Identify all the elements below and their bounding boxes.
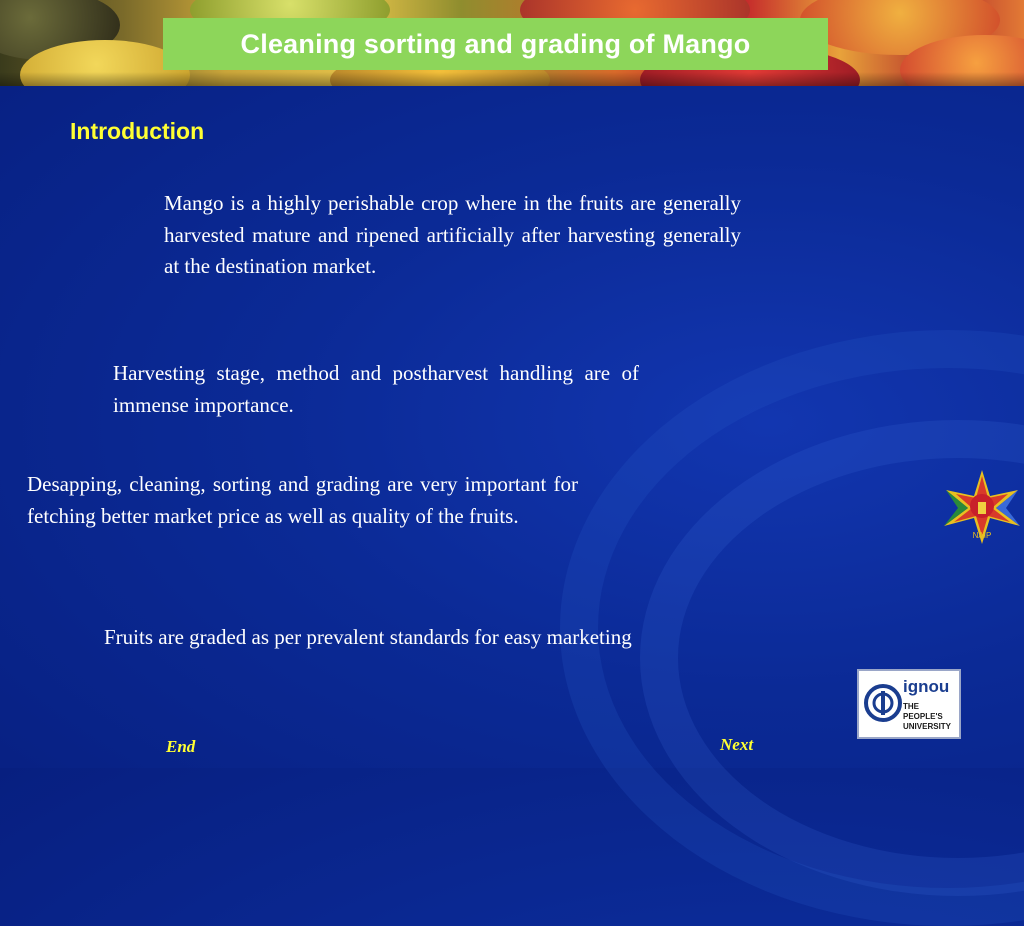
slide-title-box xyxy=(163,18,828,70)
slide-title: Cleaning sorting and grading of Mango xyxy=(240,28,751,59)
banner-shadow xyxy=(0,72,1024,86)
naip-star-logo-icon xyxy=(940,466,1024,546)
ignou-name: ignou xyxy=(903,677,950,696)
intro-paragraph-4: Fruits are graded as per prevalent standards for easy marketing xyxy=(104,625,632,649)
naip-logo-icon xyxy=(940,466,1024,546)
section-heading: Introduction xyxy=(70,118,205,144)
naip-label: NAIP xyxy=(972,531,992,540)
ignou-tagline: THE PEOPLE'S UNIVERSITY xyxy=(903,702,952,731)
end-button[interactable]: End xyxy=(166,737,196,756)
intro-paragraph-3: Desapping, cleaning, sorting and grading are very important for fetching better market price as well as quality of the fruits. xyxy=(27,472,578,528)
intro-paragraph-1: Mango is a highly perishable crop where in the fruits are generally harvested mature and ripened artificially after harvesting generally at the destination market. xyxy=(164,191,741,278)
next-button[interactable]: Next xyxy=(720,735,754,754)
intro-paragraph-2: Harvesting stage, method and postharvest handling are of immense importance. xyxy=(113,361,639,417)
ignou-logo-icon xyxy=(857,669,961,739)
ignou-emblem-icon xyxy=(863,683,903,723)
